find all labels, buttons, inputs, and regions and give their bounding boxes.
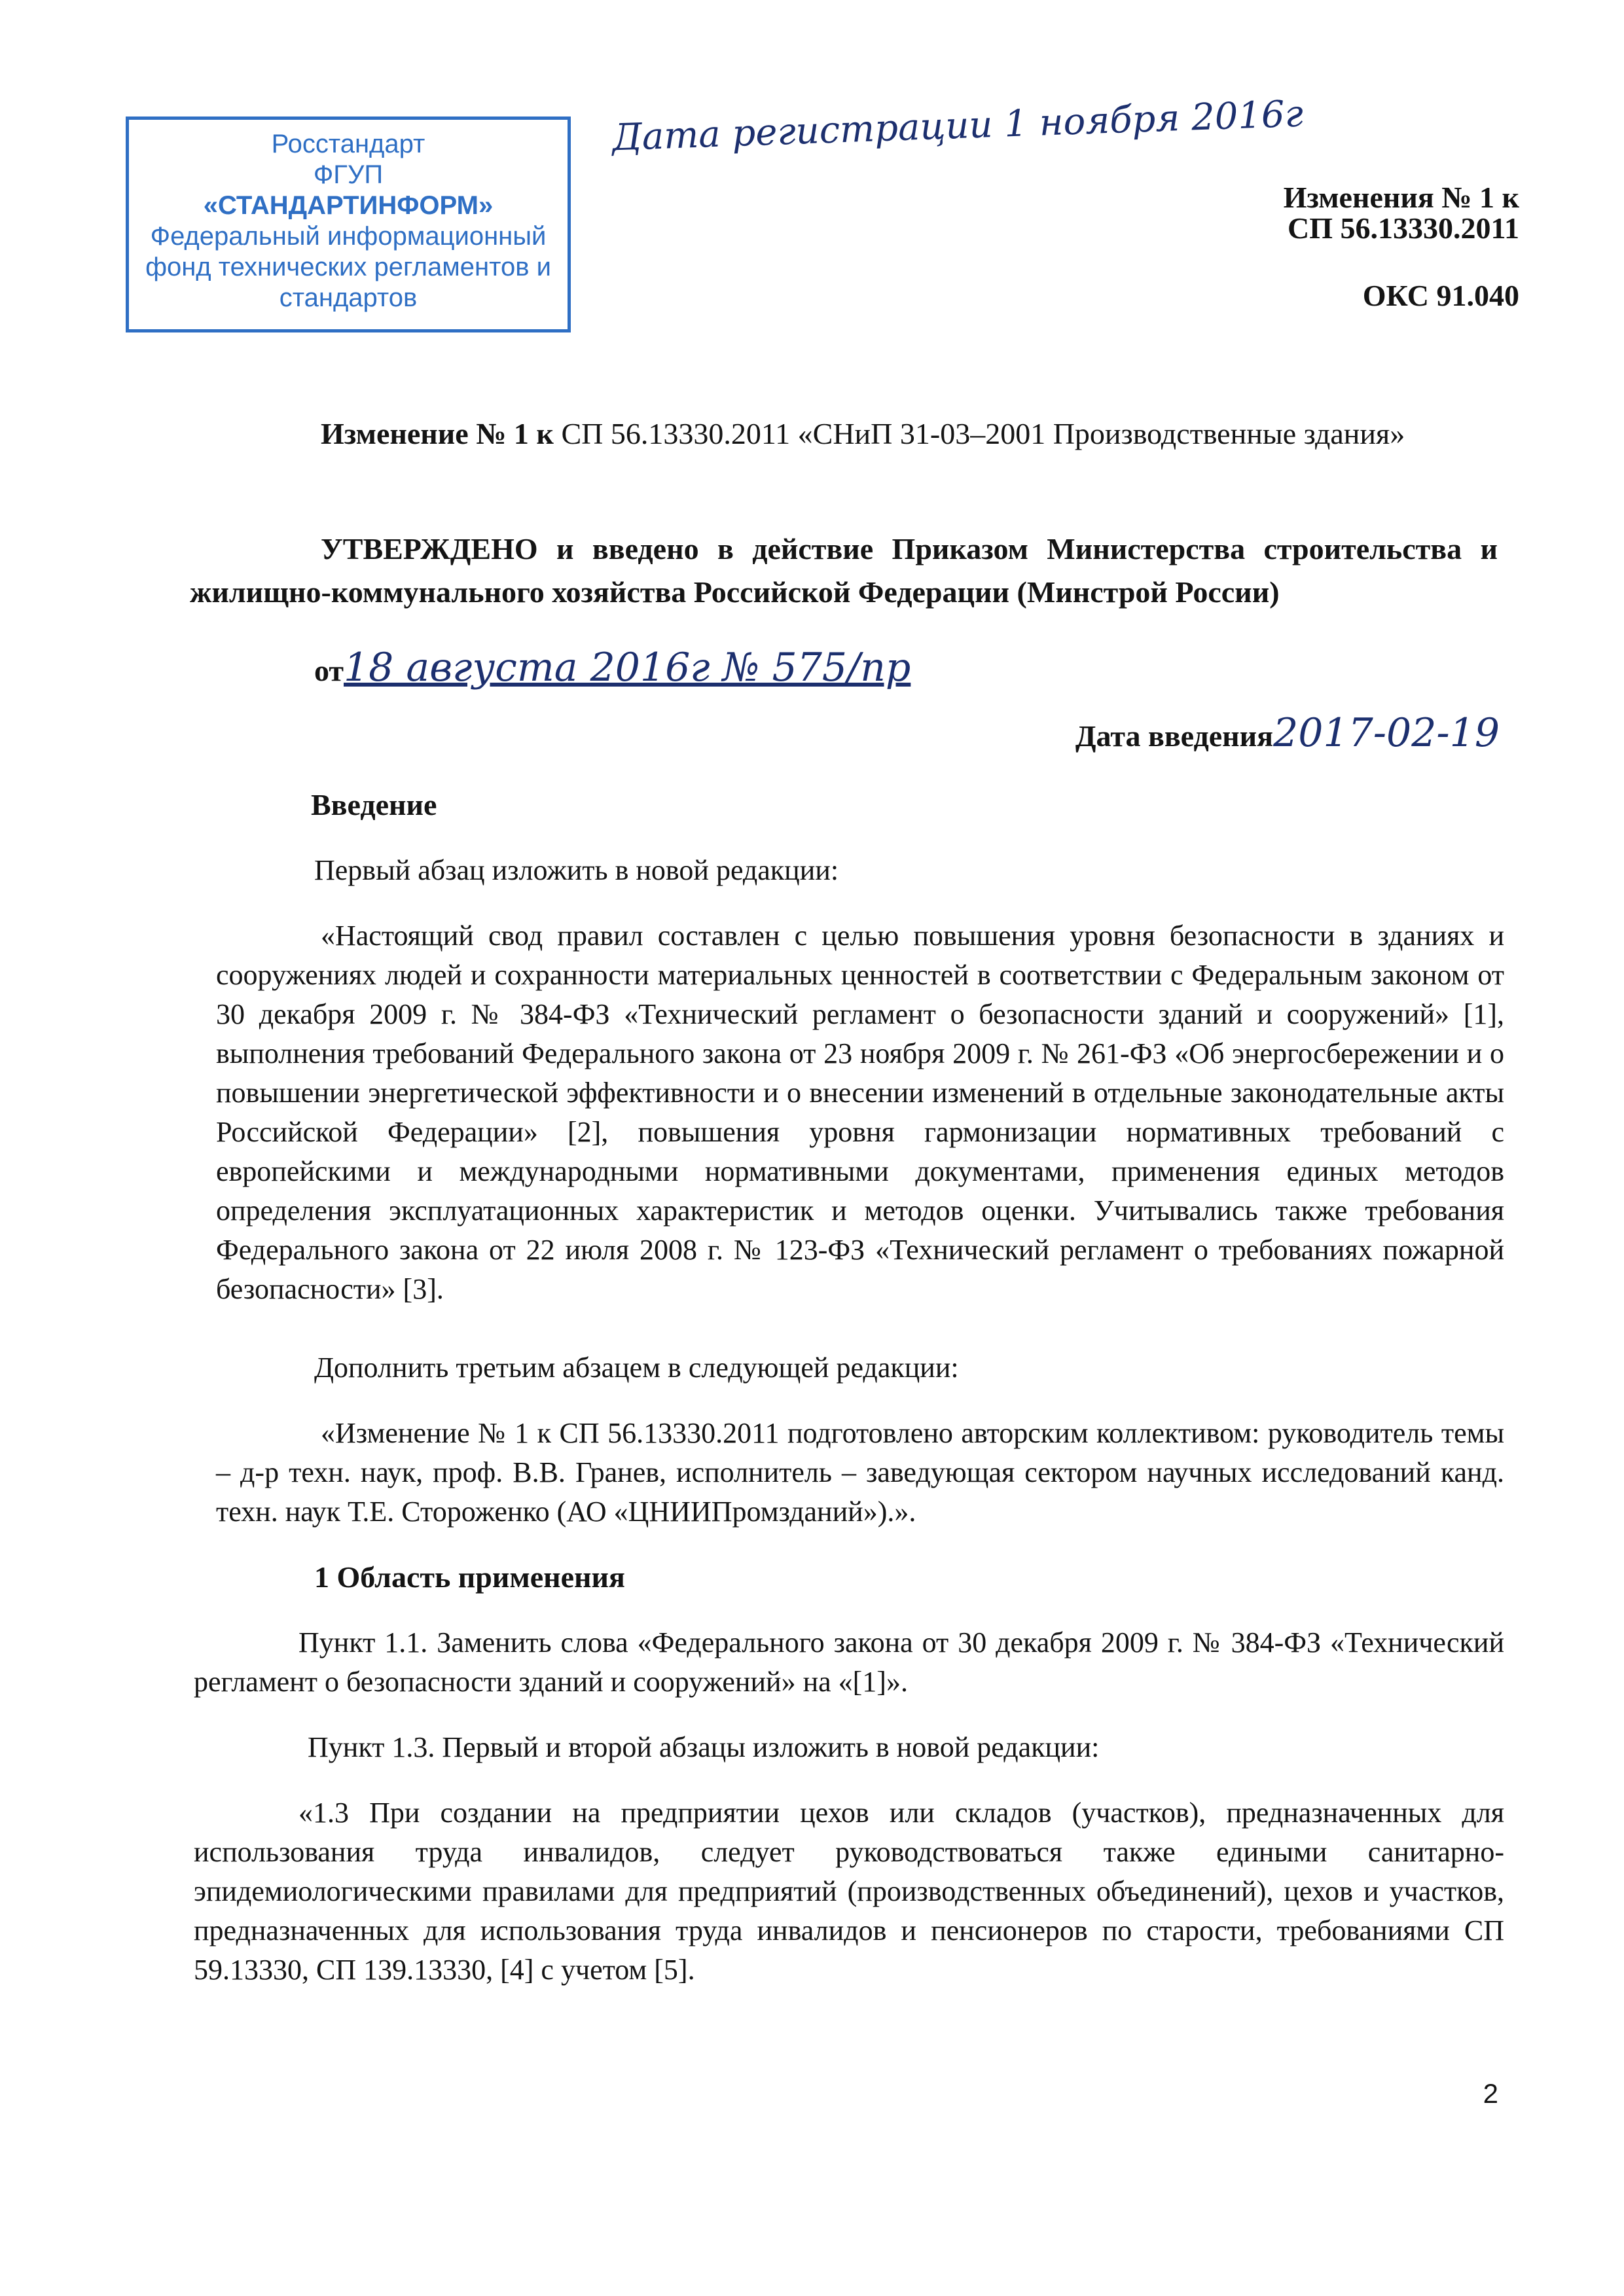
- document-title: Изменение № 1 к СП 56.13330.2011 «СНиП 31-03–2001 Производственные здания»: [321, 417, 1405, 450]
- paragraph-authors: «Изменение № 1 к СП 56.13330.2011 подготовлено авторским коллективом: руководитель темы – д-р техн. наук, проф. В.В. Гранев, исполнитель – заведующая сектором научных исследований канд. техн. наук Т.Е. Стороженко (АО «ЦНИИПромзданий»).».: [216, 1417, 1504, 1528]
- stamp-line: фонд технических регламентов и: [145, 253, 551, 281]
- stamp-line: «СТАНДАРТИНФОРМ»: [203, 191, 494, 220]
- stamp-line: Федеральный информационный: [150, 222, 547, 251]
- approval-statement: УТВЕРЖДЕНО и введено в действие Приказом Министерства строительства и жилищно-коммунального хозяйства Российской Федерации (Минстрой России): [190, 532, 1498, 609]
- paragraph-intro-text: «Настоящий свод правил составлен с целью повышения уровня безопасности в зданиях и сооружениях людей и сохранности материальных ценностей в соответствии с Федеральным законом от 30 декабря 2009 г. № 384-ФЗ «Технический регламент о безопасности зданий и сооружений» [1], выполнения требований Федерального закона от 23 ноября 2009 г. № 261-ФЗ «Об энергосбережении и о повышении энергетической эффективности и о внесении изменений в отдельные законодательные акты Российской Федерации» [2], повышения уровня гармонизации нормативных требований с европейскими и международными нормативными документами, применения единых методов определения эксплуатационных характеристик и методов оценки. Учитывались также требования Федерального закона от 22 июля 2008 г. № 123-ФЗ «Технический регламент о требованиях пожарной безопасности» [3].: [216, 920, 1504, 1305]
- paragraph-instruction: Дополнить третьим абзацем в следующей редакции:: [314, 1352, 959, 1384]
- handwritten-registration-note: Дата регистрации 1 ноября 2016г: [611, 92, 1304, 160]
- section-heading-introduction: Введение: [311, 788, 437, 821]
- page-number: 2: [1483, 2078, 1498, 2109]
- paragraph-clause-1-1: Пункт 1.1. Заменить слова «Федерального закона от 30 декабря 2009 г. № 384-ФЗ «Технический регламент о безопасности зданий и сооружений» на «[1]».: [194, 1626, 1504, 1698]
- amendment-header: Изменения № 1 к: [1283, 181, 1519, 214]
- introduction-date-label: Дата введения: [1075, 719, 1274, 753]
- stamp-line: стандартов: [279, 283, 418, 312]
- order-from-label: от: [314, 654, 344, 687]
- paragraph-instruction: Первый абзац изложить в новой редакции:: [314, 854, 839, 886]
- standard-code: СП 56.13330.2011: [1288, 211, 1519, 245]
- stamp-line: Росстандарт: [271, 130, 425, 158]
- handwritten-introduction-date: 2017-02-19: [1273, 710, 1500, 756]
- introduction-date-row: [1075, 710, 1500, 756]
- stamp-line: ФГУП: [313, 160, 384, 189]
- paragraph-instruction: Пункт 1.3. Первый и второй абзацы изложить в новой редакции:: [308, 1731, 1100, 1763]
- oks-code: ОКС 91.040: [1362, 279, 1519, 312]
- handwritten-order-date: 18 августа 2016г № 575/пр: [344, 645, 911, 691]
- registration-stamp: [126, 117, 571, 332]
- paragraph-clause-1-3: «1.3 При создании на предприятии цехов или складов (участков), предназначенных для использования труда инвалидов, следует руководствоваться также едиными санитарно-эпидемиологическими правилами для предприятий (производственных объединений), цехов и участков, предназначенных для использования труда инвалидов и пенсионеров по старости, требованиями СП 59.13330, СП 139.13330, [4] с учетом [5].: [194, 1797, 1504, 1986]
- section-heading-scope: 1 Область применения: [314, 1560, 625, 1594]
- order-date-row: [314, 645, 911, 691]
